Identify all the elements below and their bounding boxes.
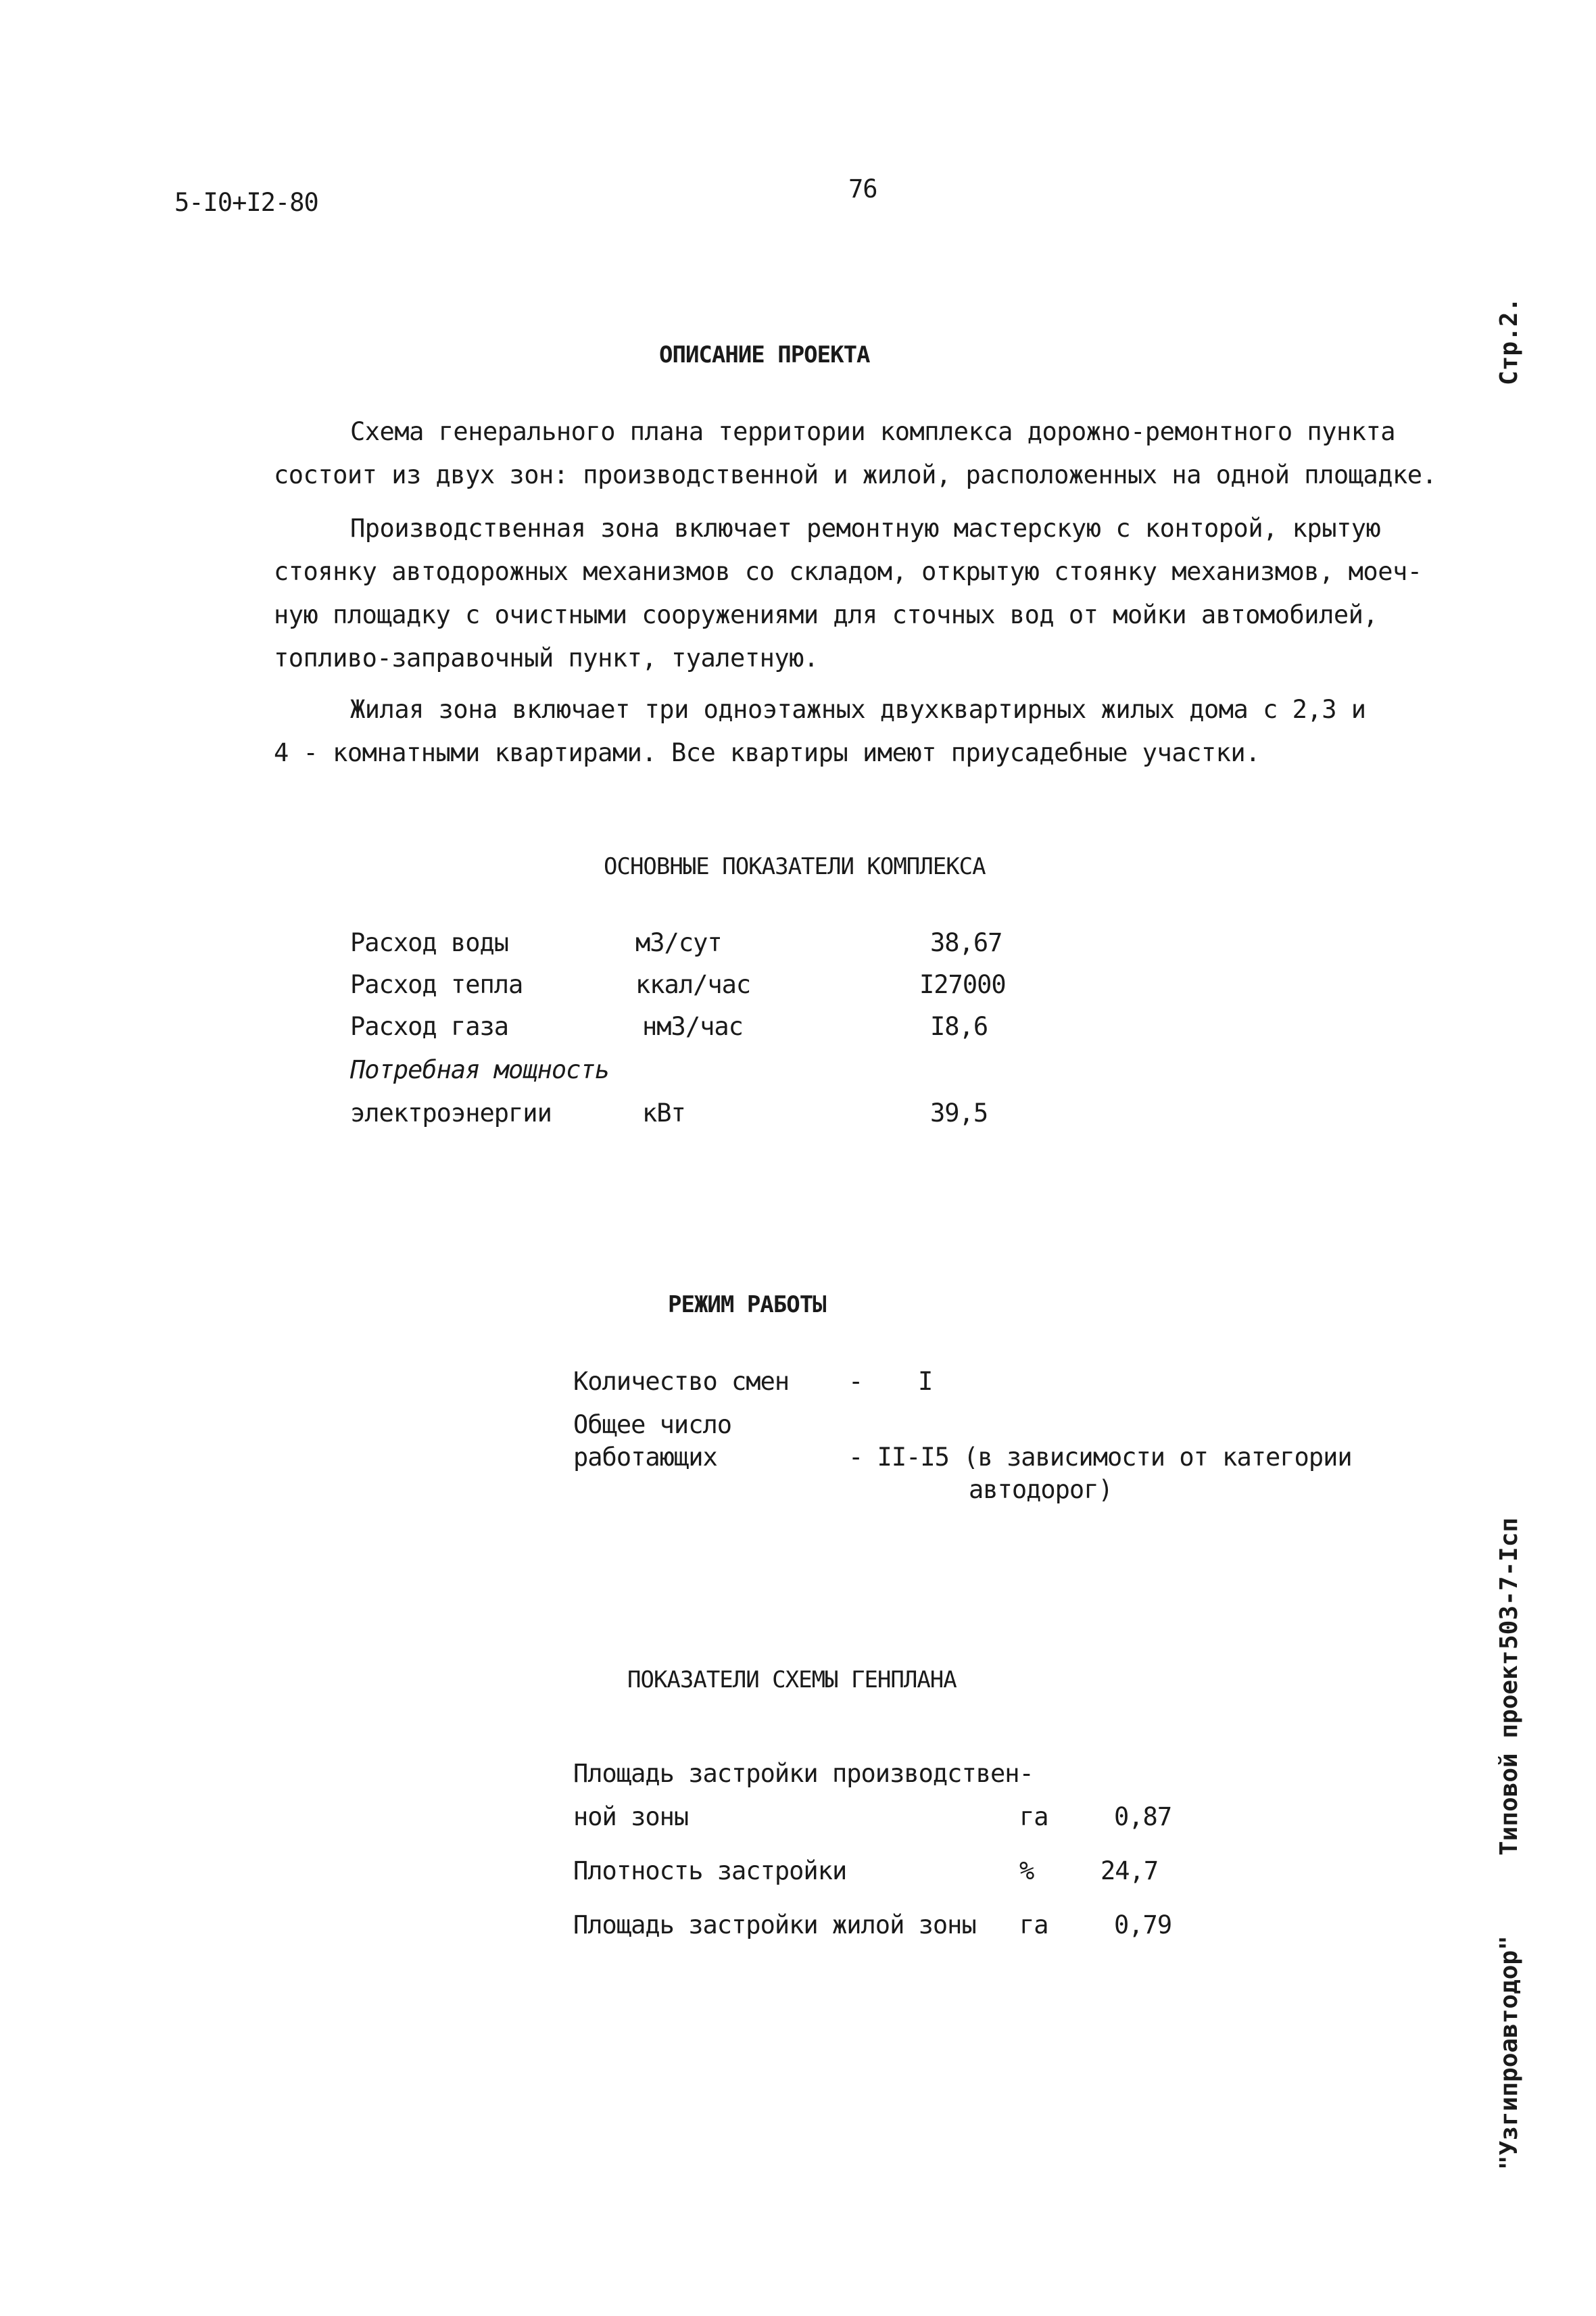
indicator-value: 38,67	[930, 928, 1002, 957]
workers-value: автодорог)	[969, 1475, 1113, 1504]
indicator-unit: м3/сут	[635, 928, 722, 957]
indicator-name: электроэнергии	[350, 1099, 552, 1128]
side-organization: "Узгипроавтодор"	[1495, 1935, 1523, 2170]
document-code: 5-I0+I2-80	[174, 188, 318, 217]
plan-indicator-value: 24,7	[1101, 1856, 1159, 1885]
indicator-name: Расход воды	[350, 928, 509, 957]
work-mode-title: РЕЖИМ РАБОТЫ	[668, 1291, 826, 1318]
side-project-number: 503-7-Iсп	[1495, 1517, 1523, 1649]
plan-indicator-unit: га	[1019, 1802, 1048, 1831]
paragraph-line: Схема генерального плана территории комплекса дорожно-ремонтного пункта	[350, 417, 1396, 446]
indicator-name: Потребная мощность	[350, 1055, 609, 1084]
description-title: ОПИСАНИЕ ПРОЕКТА	[659, 341, 870, 368]
paragraph-line: состоит из двух зон: производственной и жилой, расположенных на одной площадке.	[274, 460, 1437, 489]
workers-label: Общее число	[573, 1410, 732, 1439]
indicator-value: 39,5	[930, 1099, 988, 1128]
indicator-name: Расход газа	[350, 1012, 509, 1041]
plan-indicator-name: Плотность застройки	[573, 1856, 847, 1885]
plan-indicators-title: ПОКАЗАТЕЛИ СХЕМЫ ГЕНПЛАНА	[627, 1666, 957, 1693]
paragraph-line: топливо-заправочный пункт, туалетную.	[274, 644, 819, 673]
plan-indicator-unit: %	[1019, 1856, 1034, 1885]
side-project-type: Типовой проект	[1495, 1650, 1523, 1856]
shifts-label: Количество смен	[573, 1367, 790, 1396]
plan-indicator-name: ной зоны	[573, 1802, 689, 1831]
indicator-unit: кВт	[642, 1099, 685, 1128]
indicator-unit: ккал/час	[635, 970, 751, 999]
shifts-dash: -	[848, 1367, 863, 1396]
workers-label: работающих	[573, 1443, 717, 1472]
page-number: 76	[848, 174, 877, 203]
side-page-label: Стр.2.	[1495, 297, 1523, 385]
plan-indicator-value: 0,87	[1114, 1802, 1172, 1831]
indicator-unit: нм3/час	[642, 1012, 743, 1041]
indicator-value: I8,6	[930, 1012, 988, 1041]
indicator-name: Расход тепла	[350, 970, 523, 999]
plan-indicator-name: Площадь застройки производствен-	[573, 1759, 1034, 1788]
paragraph-line: Производственная зона включает ремонтную мастерскую с конторой, крытую	[350, 514, 1381, 543]
plan-indicator-unit: га	[1019, 1910, 1048, 1939]
plan-indicator-name: Площадь застройки жилой зоны	[573, 1910, 976, 1939]
paragraph-line: стоянку автодорожных механизмов со складом, открытую стоянку механизмов, моеч-	[274, 557, 1422, 586]
paragraph-line: 4 - комнатными квартирами. Все квартиры имеют приусадебные участки.	[274, 738, 1260, 767]
paragraph-line: ную площадку с очистными сооружениями для сточных вод от мойки автомобилей,	[274, 600, 1378, 629]
main-indicators-title: ОСНОВНЫЕ ПОКАЗАТЕЛИ КОМПЛЕКСА	[604, 853, 986, 880]
indicator-value: I27000	[919, 970, 1006, 999]
shifts-value: I	[918, 1367, 933, 1396]
plan-indicator-value: 0,79	[1114, 1910, 1172, 1939]
workers-value: - II-I5 (в зависимости от категории	[848, 1443, 1352, 1472]
paragraph-line: Жилая зона включает три одноэтажных двухквартирных жилых дома с 2,3 и	[350, 695, 1366, 724]
